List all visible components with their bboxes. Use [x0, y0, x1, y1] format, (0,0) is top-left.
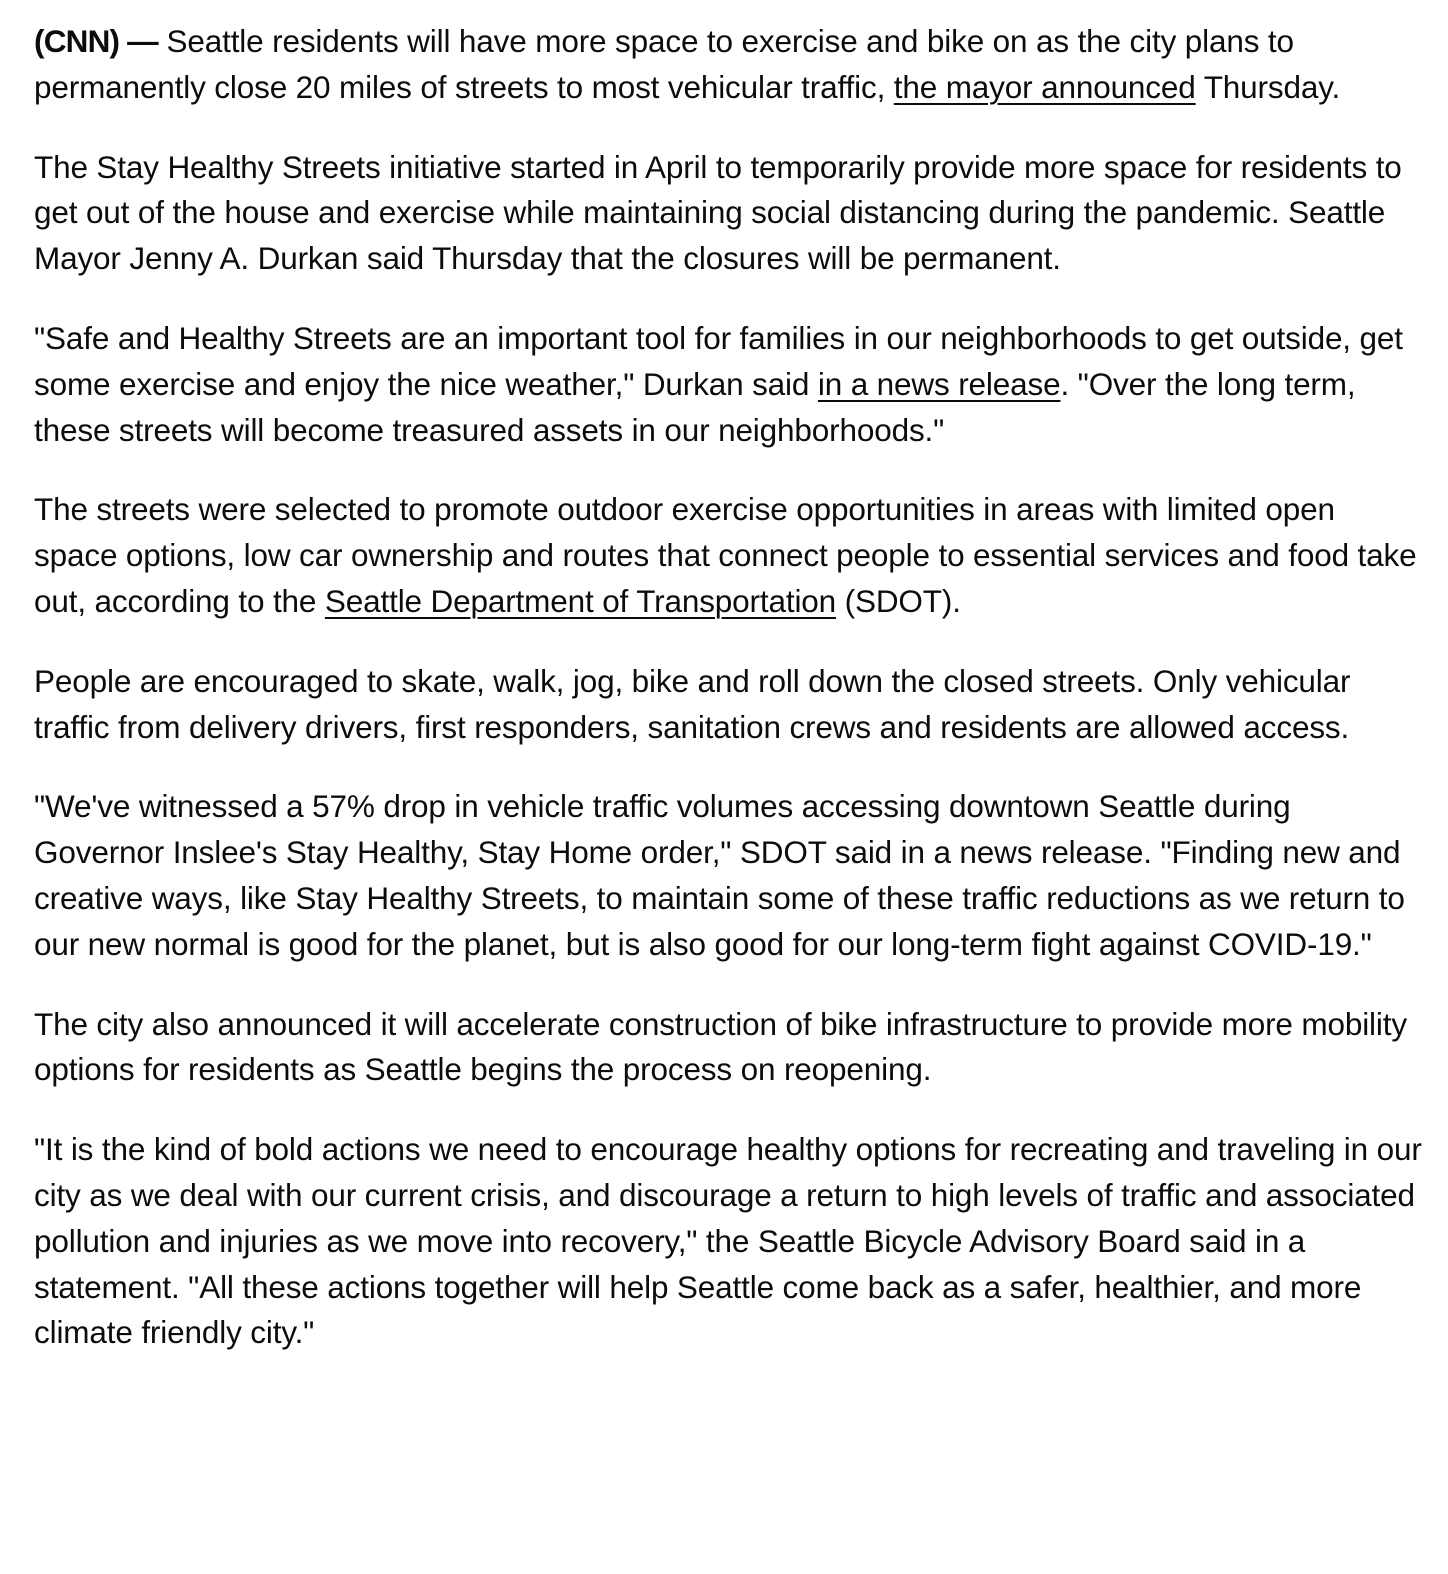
- paragraph-4-text-a: The streets were selected to promote outdoor exercise opportunities in areas with limited open space options, low car ownership and routes that connect people to essential services and food take out, according to the: [34, 491, 1417, 619]
- paragraph-3-text-b: . "Over the long term, these streets will become treasured assets in our neighborhoods.": [34, 365, 1356, 448]
- paragraph-1-text-a: Seattle residents will have more space to exercise and bike on as the city plans to permanently close 20 miles of streets to most vehicular traffic,: [34, 23, 1294, 105]
- paragraph-1-text-b: Thursday.: [1195, 68, 1341, 105]
- paragraph-4-text-b: (SDOT).: [836, 582, 961, 619]
- news-release-link[interactable]: in a news release: [817, 365, 1061, 402]
- paragraph-5: People are encouraged to skate, walk, jog, bike and roll down the closed streets. Only vehicular traffic from delivery drivers, first responders, sanitation crews and residents are allowed access.: [34, 662, 1351, 745]
- article-body: [34, 19, 1426, 1390]
- byline: (CNN) —: [34, 23, 158, 59]
- paragraph-8: "It is the kind of bold actions we need to encourage healthy options for recreating and traveling in our city as we deal with our current crisis, and discourage a return to high levels of traffic and associated pollution and injuries as we move into recovery," the Seattle Bicycle Advisory Board said in a statement. "All these actions together will help Seattle come back as a safer, healthier, and more climate friendly city.": [34, 1131, 1422, 1351]
- sdot-link[interactable]: Seattle Department of Transportation: [324, 582, 837, 619]
- paragraph-3: [34, 316, 1426, 453]
- paragraph-7: The city also announced it will accelerate construction of bike infrastructure to provide more mobility options for residents as Seattle begins the process on reopening.: [34, 1005, 1407, 1088]
- paragraph-3-text-a: "Safe and Healthy Streets are an important tool for families in our neighborhoods to get outside, get some exercise and enjoy the nice weather," Durkan said: [34, 319, 1403, 402]
- paragraph-1: [34, 19, 1426, 111]
- paragraph-6: "We've witnessed a 57% drop in vehicle traffic volumes accessing downtown Seattle during Governor Inslee's Stay Healthy, Stay Home order," SDOT said in a news release. "Finding new and creative ways, like Stay Healthy Streets, to maintain some of these traffic reductions as we return to our new normal is good for the planet, but is also good for our long-term fight against COVID-19.": [34, 788, 1405, 962]
- paragraph-4: [34, 487, 1426, 624]
- paragraph-2: The Stay Healthy Streets initiative started in April to temporarily provide more space for residents to get out of the house and exercise while maintaining social distancing during the pandemic. Seattle Mayor Jenny A. Durkan said Thursday that the closures will be permanent.: [34, 148, 1402, 277]
- mayor-announced-link[interactable]: the mayor announced: [893, 68, 1196, 105]
